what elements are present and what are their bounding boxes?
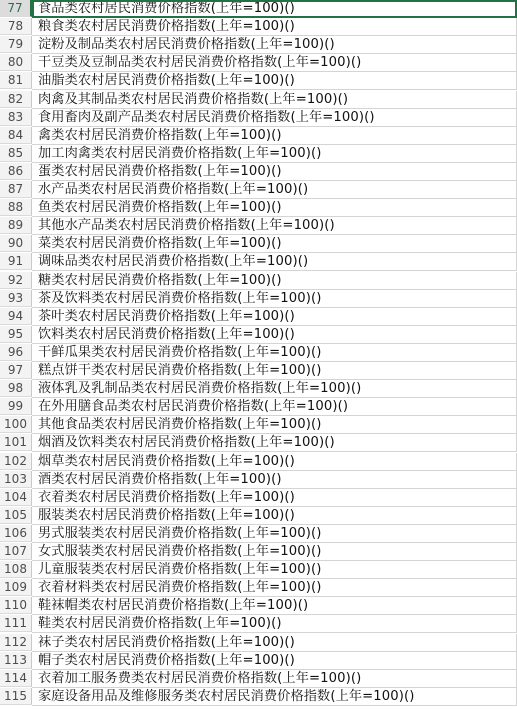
- cell[interactable]: 茶叶类农村居民消费价格指数(上年=100)(): [32, 308, 517, 326]
- cell[interactable]: 禽类农村居民消费价格指数(上年=100)(): [32, 127, 517, 145]
- row-header[interactable]: 95: [0, 326, 32, 343]
- cell[interactable]: 儿童服装类农村居民消费价格指数(上年=100)(): [32, 561, 517, 579]
- cell[interactable]: 糕点饼干类农村居民消费价格指数(上年=100)(): [32, 362, 517, 380]
- row-header[interactable]: 104: [0, 489, 32, 506]
- table-row: [0, 434, 517, 452]
- row-header[interactable]: 81: [0, 72, 32, 89]
- row-header[interactable]: 107: [0, 543, 32, 560]
- table-row: [0, 615, 517, 633]
- cell[interactable]: 男式服装类农村居民消费价格指数(上年=100)(): [32, 525, 517, 543]
- table-row: [0, 561, 517, 579]
- table-row: [0, 453, 517, 471]
- row-header[interactable]: 102: [0, 453, 32, 470]
- row-header[interactable]: 86: [0, 163, 32, 180]
- row-header[interactable]: 100: [0, 416, 32, 433]
- cell[interactable]: 衣着类农村居民消费价格指数(上年=100)(): [32, 489, 517, 507]
- row-header[interactable]: 83: [0, 109, 32, 126]
- cell[interactable]: 粮食类农村居民消费价格指数(上年=100)(): [32, 18, 517, 36]
- table-row: [0, 670, 517, 688]
- row-header[interactable]: 113: [0, 652, 32, 669]
- cell[interactable]: 鱼类农村居民消费价格指数(上年=100)(): [32, 199, 517, 217]
- table-row: [0, 308, 517, 326]
- table-row: [0, 127, 517, 145]
- cell[interactable]: 糖类农村居民消费价格指数(上年=100)(): [32, 272, 517, 290]
- cell[interactable]: 干鲜瓜果类农村居民消费价格指数(上年=100)(): [32, 344, 517, 362]
- row-header[interactable]: 108: [0, 561, 32, 578]
- table-row: [0, 471, 517, 489]
- table-row: [0, 416, 517, 434]
- table-row: [0, 362, 517, 380]
- table-row: [0, 525, 517, 543]
- table-row: [0, 634, 517, 652]
- row-header[interactable]: 115: [0, 688, 32, 705]
- cell[interactable]: 袜子类农村居民消费价格指数(上年=100)(): [32, 634, 517, 652]
- cell[interactable]: 油脂类农村居民消费价格指数(上年=100)(): [32, 72, 517, 90]
- row-header[interactable]: 97: [0, 362, 32, 379]
- cell[interactable]: 酒类农村居民消费价格指数(上年=100)(): [32, 471, 517, 489]
- row-header[interactable]: 77: [0, 0, 32, 17]
- table-row: [0, 181, 517, 199]
- row-header[interactable]: 93: [0, 290, 32, 307]
- cell[interactable]: 调味品类农村居民消费价格指数(上年=100)(): [32, 253, 517, 271]
- cell[interactable]: 茶及饮料类农村居民消费价格指数(上年=100)(): [32, 290, 517, 308]
- row-header[interactable]: 101: [0, 434, 32, 451]
- table-row: [0, 109, 517, 127]
- table-row: [0, 272, 517, 290]
- cell[interactable]: 衣着材料类农村居民消费价格指数(上年=100)(): [32, 579, 517, 597]
- row-header[interactable]: 80: [0, 54, 32, 71]
- cell[interactable]: 烟酒及饮料类农村居民消费价格指数(上年=100)(): [32, 434, 517, 452]
- table-row: [0, 72, 517, 90]
- table-row: [0, 0, 517, 18]
- row-header[interactable]: 85: [0, 145, 32, 162]
- row-header[interactable]: 111: [0, 615, 32, 632]
- selected-cell[interactable]: 食品类农村居民消费价格指数(上年=100)(): [32, 0, 517, 18]
- table-row: [0, 597, 517, 615]
- row-header[interactable]: 92: [0, 272, 32, 289]
- row-header[interactable]: 84: [0, 127, 32, 144]
- cell[interactable]: 水产品类农村居民消费价格指数(上年=100)(): [32, 181, 517, 199]
- row-header[interactable]: 103: [0, 471, 32, 488]
- cell[interactable]: 干豆类及豆制品类农村居民消费价格指数(上年=100)(): [32, 54, 517, 72]
- cell[interactable]: 肉禽及其制品类农村居民消费价格指数(上年=100)(): [32, 91, 517, 109]
- row-header[interactable]: 79: [0, 36, 32, 53]
- row-header[interactable]: 87: [0, 181, 32, 198]
- cell[interactable]: 鞋类农村居民消费价格指数(上年=100)(): [32, 615, 517, 633]
- table-row: [0, 652, 517, 670]
- table-row: [0, 36, 517, 54]
- row-header[interactable]: 88: [0, 199, 32, 216]
- cell[interactable]: 其他水产品类农村居民消费价格指数(上年=100)(): [32, 217, 517, 235]
- table-row: [0, 579, 517, 597]
- cell[interactable]: 加工肉禽类农村居民消费价格指数(上年=100)(): [32, 145, 517, 163]
- row-header[interactable]: 106: [0, 525, 32, 542]
- row-header[interactable]: 105: [0, 507, 32, 524]
- row-header[interactable]: 91: [0, 253, 32, 270]
- row-header[interactable]: 94: [0, 308, 32, 325]
- cell[interactable]: 其他食品类农村居民消费价格指数(上年=100)(): [32, 416, 517, 434]
- table-row: [0, 91, 517, 109]
- table-row: [0, 380, 517, 398]
- cell[interactable]: 蛋类农村居民消费价格指数(上年=100)(): [32, 163, 517, 181]
- table-row: [0, 398, 517, 416]
- cell[interactable]: 衣着加工服务费类农村居民消费价格指数(上年=100)(): [32, 670, 517, 688]
- cell[interactable]: 家庭设备用品及维修服务类农村居民消费价格指数(上年=100)(): [32, 688, 517, 706]
- table-row: [0, 688, 517, 706]
- cell[interactable]: 烟草类农村居民消费价格指数(上年=100)(): [32, 453, 517, 471]
- table-row: [0, 543, 517, 561]
- row-header[interactable]: 99: [0, 398, 32, 415]
- table-row: [0, 489, 517, 507]
- table-row: [0, 326, 517, 344]
- table-row: [0, 235, 517, 253]
- cell[interactable]: 菜类农村居民消费价格指数(上年=100)(): [32, 235, 517, 253]
- row-header[interactable]: 78: [0, 18, 32, 35]
- table-row: [0, 253, 517, 271]
- row-header[interactable]: 98: [0, 380, 32, 397]
- cell[interactable]: 饮料类农村居民消费价格指数(上年=100)(): [32, 326, 517, 344]
- cell[interactable]: 淀粉及制品类农村居民消费价格指数(上年=100)(): [32, 36, 517, 54]
- cell[interactable]: 女式服装类农村居民消费价格指数(上年=100)(): [32, 543, 517, 561]
- cell[interactable]: 服装类农村居民消费价格指数(上年=100)(): [32, 507, 517, 525]
- row-header[interactable]: 112: [0, 634, 32, 651]
- table-row: [0, 145, 517, 163]
- table-row: [0, 217, 517, 235]
- cell[interactable]: 食用畜肉及副产品类农村居民消费价格指数(上年=100)(): [32, 109, 517, 127]
- table-row: [0, 163, 517, 181]
- table-row: [0, 290, 517, 308]
- cell[interactable]: 液体乳及乳制品类农村居民消费价格指数(上年=100)(): [32, 380, 517, 398]
- table-row: [0, 18, 517, 36]
- row-header[interactable]: 96: [0, 344, 32, 361]
- cell[interactable]: 鞋袜帽类农村居民消费价格指数(上年=100)(): [32, 597, 517, 615]
- row-header[interactable]: 114: [0, 670, 32, 687]
- cell[interactable]: 帽子类农村居民消费价格指数(上年=100)(): [32, 652, 517, 670]
- table-row: [0, 344, 517, 362]
- row-header[interactable]: 89: [0, 217, 32, 234]
- row-header[interactable]: 90: [0, 235, 32, 252]
- row-header[interactable]: 82: [0, 91, 32, 108]
- table-row: [0, 507, 517, 525]
- row-header[interactable]: 109: [0, 579, 32, 596]
- cell[interactable]: 在外用膳食品类农村居民消费价格指数(上年=100)(): [32, 398, 517, 416]
- table-row: [0, 54, 517, 72]
- table-row: [0, 199, 517, 217]
- row-header[interactable]: 110: [0, 597, 32, 614]
